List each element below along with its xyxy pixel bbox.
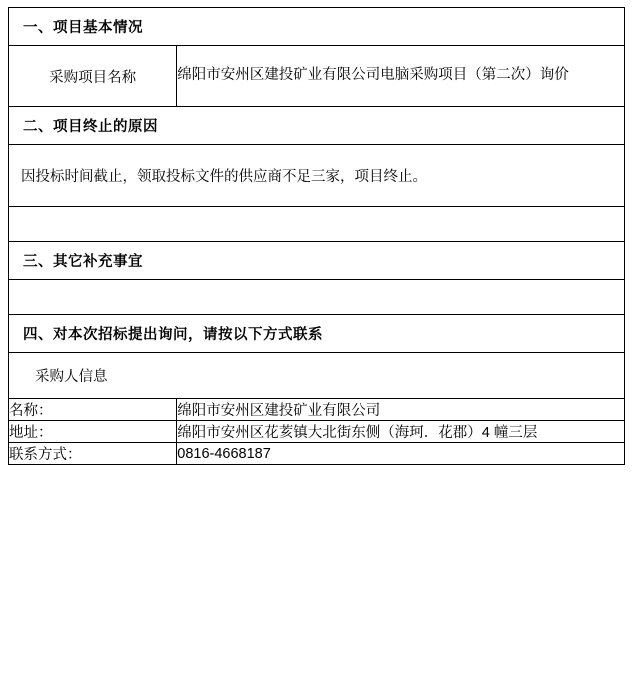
table-row — [9, 207, 625, 242]
section-title-cell-3 — [9, 242, 625, 280]
contact-label-address: 地址： — [9, 421, 177, 443]
section-title-cell-2 — [9, 107, 625, 145]
table-row — [9, 107, 625, 145]
contact-value-name: 绵阳市安州区建投矿业有限公司 — [177, 399, 625, 421]
table-row — [9, 145, 625, 207]
table-row — [9, 242, 625, 280]
table-row — [9, 399, 625, 421]
section-title-cell-1 — [9, 8, 625, 46]
purchaser-info-cell — [9, 353, 625, 399]
project-name-value: 绵阳市安州区建投矿业有限公司电脑采购项目（第二次）询价 — [177, 46, 625, 107]
table-row — [9, 353, 625, 399]
termination-reason-text: 因投标时间截止，领取投标文件的供应商不足三家，项目终止。 — [21, 169, 427, 185]
blank-row-2 — [9, 280, 625, 315]
table-row — [9, 8, 625, 46]
table-row — [9, 315, 625, 353]
section-title-1: 一、项目基本情况 — [23, 20, 143, 36]
contact-value-address: 绵阳市安州区花荄镇大北街东侧（海珂．花郡）4 幢三层 — [177, 421, 625, 443]
section-title-3: 三、其它补充事宜 — [23, 254, 143, 270]
contact-value-phone: 0816-4668187 — [177, 443, 625, 465]
blank-row-1 — [9, 207, 625, 242]
contact-label-phone: 联系方式： — [9, 443, 177, 465]
section-title-cell-4 — [9, 315, 625, 353]
termination-reason-cell — [9, 145, 625, 207]
document-table — [8, 7, 625, 465]
section-title-2: 二、项目终止的原因 — [23, 119, 158, 135]
table-row — [9, 46, 625, 107]
table-row — [9, 421, 625, 443]
table-row — [9, 280, 625, 315]
table-row — [9, 443, 625, 465]
section-title-4: 四、对本次招标提出询问，请按以下方式联系 — [23, 327, 323, 343]
purchaser-info-heading: 采购人信息 — [35, 369, 108, 385]
contact-label-name: 名称： — [9, 399, 177, 421]
project-name-label: 采购项目名称 — [9, 46, 177, 107]
